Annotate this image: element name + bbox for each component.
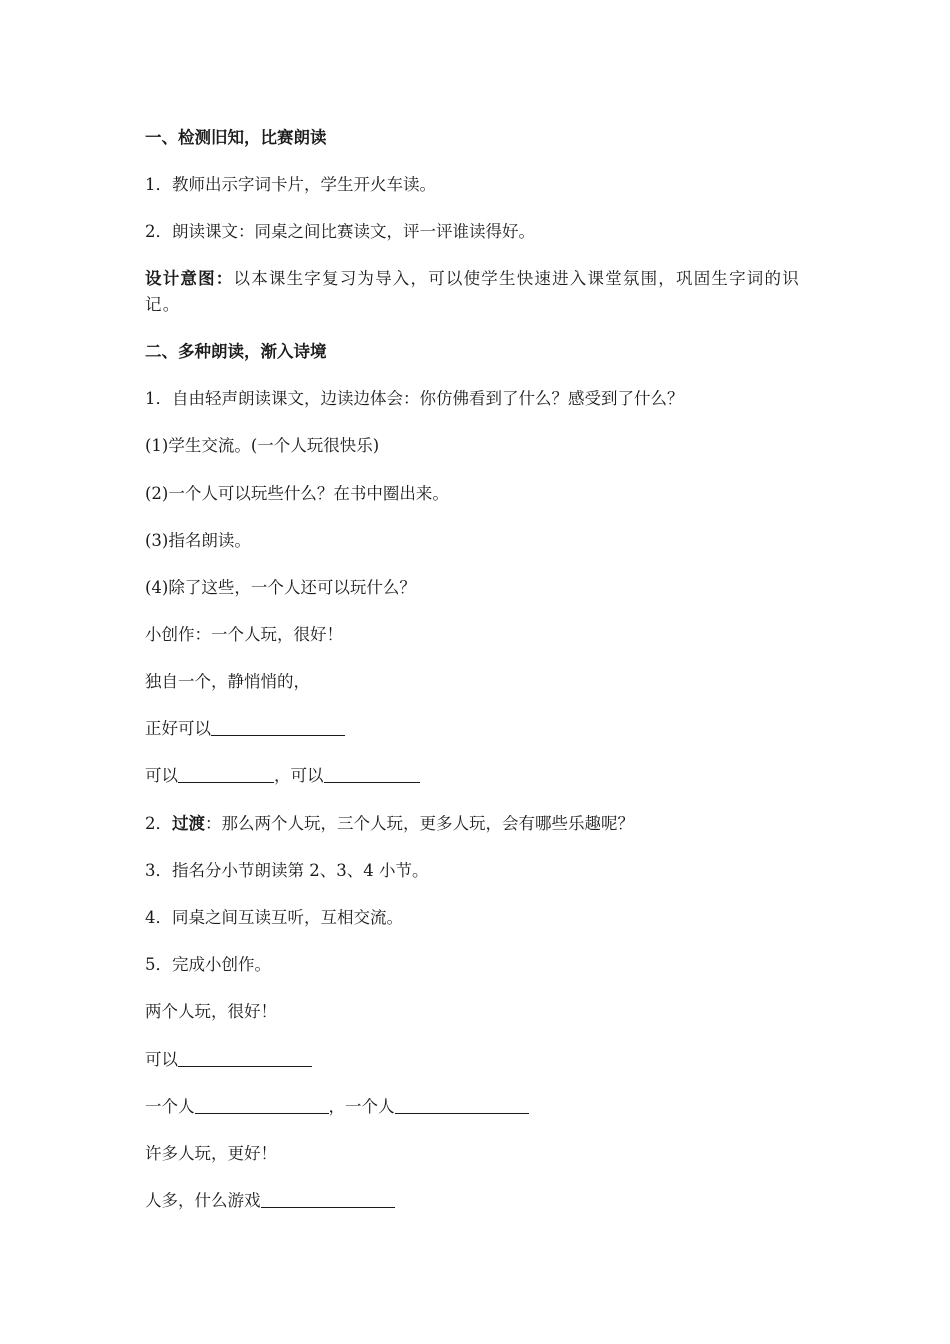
item2-text: ：那么两个人玩，三个人玩，更多人玩，会有哪些乐趣呢？	[205, 814, 634, 833]
fill-blank[interactable]	[395, 1095, 529, 1114]
fill-blank[interactable]	[261, 1189, 395, 1208]
section2-item3: 3．指名分小节朗读第 2、3、4 小节。	[145, 861, 429, 880]
creation1-line3	[145, 764, 420, 788]
section1-item1: 1．教师出示字词卡片，学生开火车读。	[145, 175, 436, 194]
fill-blank[interactable]	[178, 764, 274, 783]
creation1-line1: 独自一个，静悄悄的，	[145, 672, 310, 691]
item2-label: 过渡	[172, 814, 205, 833]
creation1-title: 小创作：一个人玩，很好！	[145, 625, 343, 644]
poem-line3	[145, 1095, 529, 1119]
creation1-line2	[145, 717, 345, 741]
poem-line2-text: 可以	[145, 1050, 178, 1069]
section2-sub1: (1)学生交流。(一个人玩很快乐)	[145, 436, 380, 455]
section2-sub2: (2)一个人可以玩些什么？在书中圈出来。	[145, 484, 449, 503]
fill-blank[interactable]	[195, 1095, 329, 1114]
poem-line3a-text: 一个人	[145, 1097, 195, 1116]
section1-item2: 2．朗读课文：同桌之间比赛读文，评一评谁读得好。	[145, 222, 535, 241]
design-intent-text: 以本课生字复习为导入，可以使学生快速进入课堂氛围，巩固生字词的识记。	[145, 269, 800, 314]
item2-prefix: 2．	[145, 814, 172, 833]
section2-item4: 4．同桌之间互读互听，互相交流。	[145, 908, 403, 927]
fill-blank[interactable]	[211, 717, 345, 736]
poem-line4: 许多人玩，更好！	[145, 1144, 277, 1163]
section1-heading: 一、检测旧知，比赛朗读	[145, 128, 327, 147]
poem-line5	[145, 1189, 395, 1213]
fill-blank[interactable]	[178, 1048, 312, 1067]
poem-line5-text: 人多，什么游戏	[145, 1191, 261, 1210]
poem-line2	[145, 1048, 312, 1072]
creation1-line3b-text: ，可以	[274, 766, 324, 785]
poem-line3b-text: ，一个人	[328, 1097, 395, 1116]
poem-line1: 两个人玩，很好！	[145, 1002, 277, 1021]
design-intent-paragraph	[145, 266, 815, 318]
section2-item1: 1．自由轻声朗读课文，边读边体会：你仿佛看到了什么？感受到了什么？	[145, 389, 684, 408]
section2-item2	[145, 812, 634, 836]
fill-blank[interactable]	[324, 764, 420, 783]
creation1-line3a-text: 可以	[145, 766, 178, 785]
section2-sub4: (4)除了这些，一个人还可以玩什么？	[145, 578, 416, 597]
creation1-line2-text: 正好可以	[145, 719, 211, 738]
section2-item5: 5．完成小创作。	[145, 955, 271, 974]
section2-sub3: (3)指名朗读。	[145, 531, 251, 550]
section2-heading: 二、多种朗读，渐入诗境	[145, 342, 327, 361]
design-intent-label: 设计意图：	[145, 269, 234, 288]
